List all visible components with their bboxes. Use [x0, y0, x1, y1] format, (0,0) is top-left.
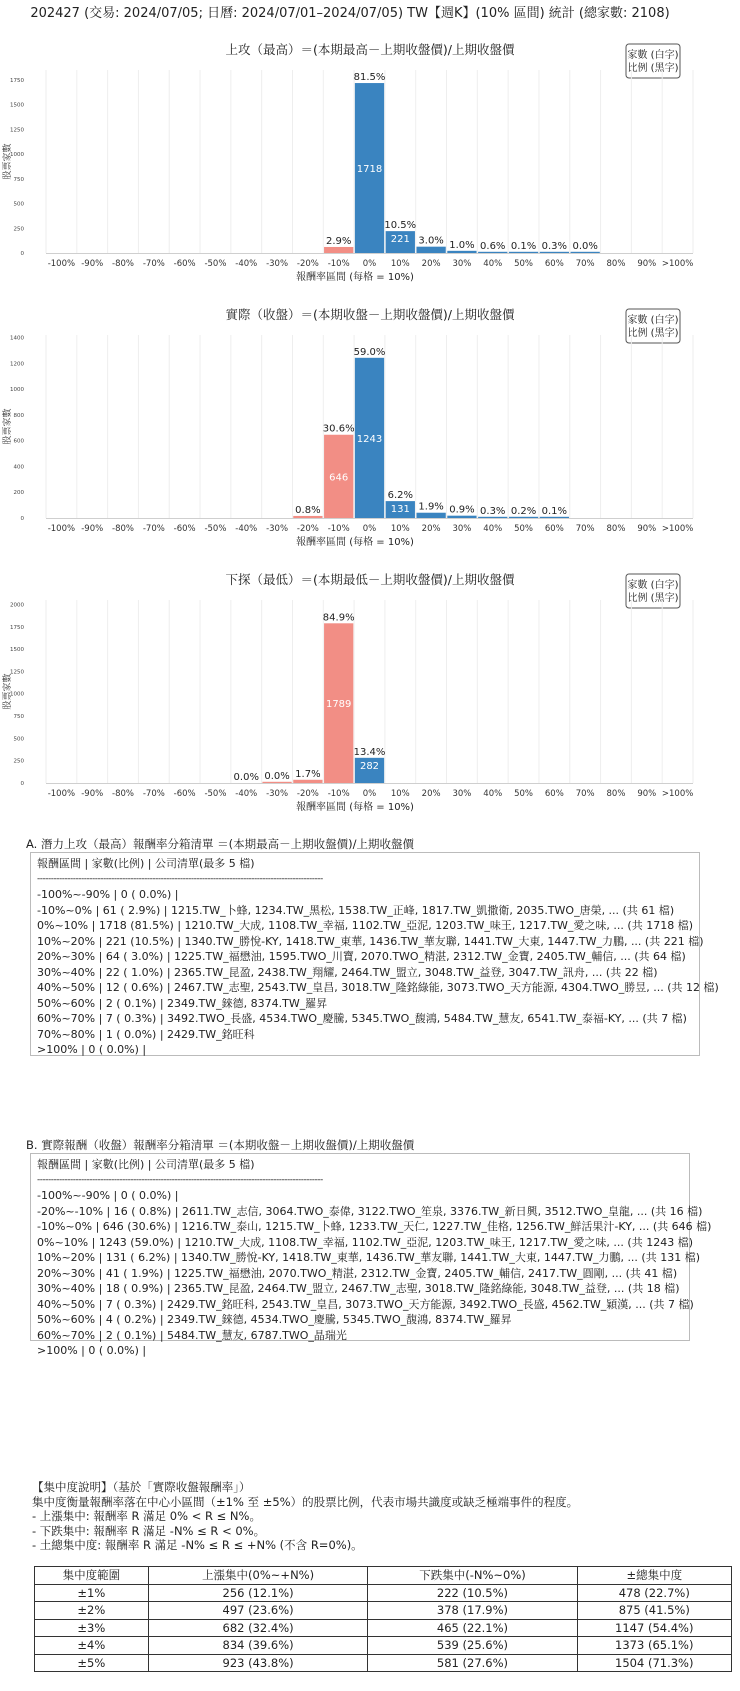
x-tick-label: 90% [637, 524, 657, 534]
x-tick-label: 80% [606, 259, 626, 269]
chart-close [0, 305, 740, 563]
y-tick-label: 1000 [10, 152, 24, 159]
y-tick-label: 1750 [10, 624, 24, 631]
bar [293, 516, 322, 518]
bar-count-label: 1789 [325, 699, 352, 711]
table-header-cell: 下跌集中(-N%~0%) [368, 1567, 577, 1585]
list-row: 50%~60% | 4 ( 0.2%) | 2349.TW_錸德, 4534.TWO_慶騰, 5345.TWO_馥鴻, 8374.TW_羅昇 [37, 1313, 512, 1326]
x-tick-label: -50% [204, 789, 227, 799]
x-tick-label: -20% [296, 789, 319, 799]
list-row: -20%~-10% | 16 ( 0.8%) | 2611.TW_志信, 3064.TWO_泰偉, 3122.TWO_笙泉, 3376.TW_新日興, 3512.TWO_皇龍, ... (共 16 檔) [37, 1204, 703, 1218]
chart-high [0, 40, 740, 298]
chart-title: 下探（最低）＝(本期最低－上期收盤價)/上期收盤價 [225, 572, 515, 587]
list-row: -10%~0% | 646 (30.6%) | 1216.TW_泰山, 1215.TW_卜蜂, 1233.TW_天仁, 1227.TW_佳格, 1256.TW_鮮活果汁-KY, ... (共 646 檔) [37, 1220, 712, 1233]
chart-legend [626, 44, 680, 78]
bar [478, 252, 507, 253]
y-tick-label: 800 [13, 412, 24, 419]
table-cell: 256 (12.1%) [148, 1584, 368, 1602]
x-tick-label: 0% [362, 524, 377, 534]
bar-pct-label: 0.3% [480, 505, 506, 517]
x-tick-label: -70% [142, 789, 165, 799]
table-cell: ±1% [35, 1584, 149, 1602]
x-tick-label: -40% [235, 789, 258, 799]
bar [509, 252, 538, 253]
x-tick-label: 60% [544, 524, 564, 534]
bar-count-label: 282 [359, 760, 380, 772]
y-tick-label: 600 [13, 438, 24, 445]
x-tick-label: -90% [81, 259, 104, 269]
x-tick-label: -20% [296, 259, 319, 269]
bar-pct-label: 0.0% [233, 772, 259, 783]
table-cell: 1504 (71.3%) [577, 1654, 731, 1672]
list-row: 20%~30% | 64 ( 3.0%) | 1225.TW_福懋油, 1595.TWO_川寶, 2070.TWO_精湛, 2312.TW_金寶, 2405.TW_輔信, ... (共 64 檔) [37, 950, 686, 963]
table-cell: 1373 (65.1%) [577, 1637, 731, 1655]
x-tick-label: -30% [266, 259, 289, 269]
y-tick-label: 0 [20, 781, 24, 787]
y-tick-label: 1750 [10, 77, 24, 84]
legend-entry: 家數 (白字) [627, 315, 679, 326]
x-tick-label: 50% [514, 259, 534, 269]
x-axis-label: 報酬率區間 (每格 = 10%) [296, 537, 414, 548]
x-tick-label: 70% [575, 524, 595, 534]
table-cell: 1147 (54.4%) [577, 1619, 731, 1637]
list-row: >100% | 0 ( 0.0%) | [37, 1043, 147, 1056]
bar-pct-label: 81.5% [353, 72, 386, 84]
explanation-line: 【集中度說明】（基於「實際收盤報酬率」） [32, 1480, 251, 1494]
x-tick-label: -10% [327, 524, 350, 534]
list-row: 30%~40% | 22 ( 1.0%) | 2365.TW_昆盈, 2438.TW_翔耀, 2464.TW_盟立, 3048.TW_益登, 3047.TW_訊舟, ... (共 22 檔) [37, 965, 658, 979]
x-tick-label: 50% [514, 789, 534, 799]
list-row: 30%~40% | 18 ( 0.9%) | 2365.TW_昆盈, 2464.TW_盟立, 2467.TW_志聖, 3018.TW_隆銘綠能, 3048.TW_益登, ... (共 18 檔) [37, 1282, 680, 1295]
x-tick-label: -90% [81, 789, 104, 799]
table-header-row [35, 1567, 732, 1585]
x-tick-label: -80% [112, 789, 135, 799]
bar-pct-label: 3.0% [418, 235, 444, 247]
x-tick-label: >100% [661, 789, 694, 799]
explanation-line: - 土總集中度: 報酬率 R 滿足 -N% ≤ R ≤ +N% (不含 R=0%)。 [32, 1538, 363, 1552]
y-tick-label: 1500 [10, 647, 24, 654]
x-tick-label: 30% [452, 524, 472, 534]
y-tick-label: 0 [20, 516, 24, 522]
legend-entry: 比例 (黑字) [627, 593, 679, 604]
section-b-title: B. 實際報酬（收盤）報酬率分箱清單 ＝(本期收盤－上期收盤價)/上期收盤價 [26, 1138, 415, 1152]
y-tick-label: 2000 [10, 602, 24, 609]
chart-title: 上攻（最高）＝(本期最高－上期收盤價)/上期收盤價 [225, 42, 515, 57]
x-tick-label: -80% [112, 259, 135, 269]
bar [262, 782, 291, 783]
x-tick-label: -100% [47, 259, 76, 269]
x-tick-label: 30% [452, 789, 472, 799]
y-tick-label: 400 [13, 464, 24, 471]
chart-low [0, 570, 740, 835]
legend-entry: 家數 (白字) [627, 580, 679, 591]
section-b-list [30, 1153, 712, 1357]
x-tick-label: 30% [452, 259, 472, 269]
x-tick-label: 50% [514, 524, 534, 534]
x-tick-label: -20% [296, 524, 319, 534]
list-row: 0%~10% | 1243 (59.0%) | 1210.TW_大成, 1108.TW_幸福, 1102.TW_亞泥, 1203.TW_味王, 1217.TW_愛之味, ... (共 1243 檔) [37, 1235, 693, 1249]
list-row: -100%~-90% | 0 ( 0.0%) | [37, 1189, 179, 1202]
bar [509, 517, 538, 518]
table-row [35, 1654, 732, 1672]
y-tick-label: 1250 [10, 127, 24, 134]
bar-pct-label: 10.5% [384, 220, 417, 232]
bar [416, 513, 445, 518]
table-row [35, 1584, 732, 1602]
y-tick-label: 1250 [10, 669, 24, 676]
y-tick-label: 750 [13, 176, 24, 183]
bar [571, 252, 600, 253]
x-tick-label: -10% [327, 259, 350, 269]
table-cell: ±5% [35, 1654, 149, 1672]
y-tick-label: 1500 [10, 102, 24, 109]
x-tick-label: 40% [483, 259, 503, 269]
bar-pct-label: 0.8% [295, 504, 321, 516]
bar-pct-label: 0.2% [510, 505, 537, 517]
bar-pct-label: 30.6% [322, 423, 355, 435]
x-tick-label: 20% [421, 524, 441, 534]
x-tick-label: -40% [235, 259, 258, 269]
list-row: 50%~60% | 2 ( 0.1%) | 2349.TW_錸德, 8374.TW_羅昇 [37, 996, 328, 1010]
x-axis-label: 報酬率區間 (每格 = 10%) [296, 802, 414, 813]
x-tick-label: -50% [204, 524, 227, 534]
legend-entry: 比例 (黑字) [627, 328, 679, 339]
x-tick-label: -70% [142, 524, 165, 534]
x-tick-label: 80% [606, 524, 626, 534]
list-row: -100%~-90% | 0 ( 0.0%) | [37, 888, 179, 901]
bar-pct-label: 13.4% [353, 746, 386, 758]
chart-legend [626, 574, 680, 608]
table-cell: 682 (32.4%) [148, 1619, 368, 1637]
table-cell: ±4% [35, 1637, 149, 1655]
y-tick-label: 500 [13, 736, 24, 743]
list-row: 60%~70% | 2 ( 0.1%) | 5484.TW_慧友, 6787.TWO_晶瑞光 [37, 1328, 347, 1342]
bar-pct-label: 2.9% [325, 235, 352, 247]
y-tick-label: 500 [13, 201, 24, 208]
x-tick-label: >100% [661, 259, 694, 269]
x-tick-label: 80% [606, 789, 626, 799]
concentration-explanation [32, 1480, 578, 1553]
bar [416, 247, 445, 253]
explanation-line: - 上漲集中: 報酬率 R 滿足 0% < R ≤ N%。 [32, 1509, 261, 1523]
list-row: 70%~80% | 1 ( 0.0%) | 2429.TW_銘旺科 [37, 1027, 255, 1041]
x-tick-label: -70% [142, 259, 165, 269]
x-tick-label: 40% [483, 524, 503, 534]
section-a-list [30, 852, 719, 1056]
x-tick-label: -90% [81, 524, 104, 534]
table-cell: 539 (25.6%) [368, 1637, 577, 1655]
bar-pct-label: 0.3% [541, 240, 568, 252]
x-tick-label: -60% [173, 789, 196, 799]
x-tick-label: 20% [421, 789, 441, 799]
table-cell: 378 (17.9%) [368, 1602, 577, 1620]
x-tick-label: 0% [362, 259, 377, 269]
legend-entry: 家數 (白字) [627, 50, 679, 61]
bar [447, 516, 476, 518]
list-row: -------------------------------------------------------------------------------------------------------- [37, 873, 323, 884]
bar [324, 247, 353, 253]
page-title: 202427 (交易: 2024/07/05; 日曆: 2024/07/01–2024/07/05) TW【週K】(10% 區間) 統計 (總家數: 2108) [30, 6, 670, 21]
bar [478, 517, 507, 518]
list-row: 40%~50% | 7 ( 0.3%) | 2429.TW_銘旺科, 2543.TW_皇昌, 3073.TWO_天方能源, 3492.TWO_長盛, 4562.TW_穎漢, ... (共 7 檔) [37, 1297, 694, 1311]
table-row [35, 1602, 732, 1620]
x-tick-label: -50% [204, 259, 227, 269]
table-cell: 875 (41.5%) [577, 1602, 731, 1620]
legend-entry: 比例 (黑字) [627, 63, 679, 74]
section-a-title: A. 潛力上攻（最高）報酬率分箱清單 ＝(本期最高－上期收盤價)/上期收盤價 [26, 837, 414, 851]
y-tick-label: 1400 [10, 335, 24, 342]
bar-count-label: 1243 [356, 433, 383, 445]
list-row: 報酬區間 | 家數(比例) | 公司清單(最多 5 檔) [37, 1158, 255, 1171]
bar-pct-label: 0.0% [572, 240, 598, 252]
table-cell: 478 (22.7%) [577, 1584, 731, 1602]
x-tick-label: -100% [47, 524, 76, 534]
list-row: 60%~70% | 7 ( 0.3%) | 3492.TWO_長盛, 4534.TWO_慶騰, 5345.TWO_馥鴻, 5484.TW_慧友, 6541.TW_泰福-KY, ... (共 7 檔) [37, 1012, 687, 1025]
bar-pct-label: 0.6% [480, 240, 506, 252]
x-tick-label: 60% [544, 259, 564, 269]
y-axis-label: 股票家數 [3, 673, 13, 710]
chart-title: 實際（收盤）＝(本期收盤－上期收盤價)/上期收盤價 [225, 307, 515, 322]
bar [540, 252, 569, 253]
y-tick-label: 0 [20, 251, 24, 257]
y-axis-label: 股票家數 [3, 143, 13, 180]
bar-count-label: 646 [329, 472, 349, 484]
bar-pct-label: 1.0% [449, 239, 475, 251]
y-tick-label: 1200 [10, 361, 24, 368]
bar-pct-label: 1.9% [418, 501, 444, 513]
bar-pct-label: 84.9% [322, 612, 355, 624]
list-row: 20%~30% | 41 ( 1.9%) | 1225.TW_福懋油, 2070.TWO_精湛, 2312.TW_金寶, 2405.TW_輔信, 2417.TW_圓剛, ... (共 41 檔) [37, 1266, 678, 1280]
concentration-table [34, 1566, 732, 1672]
x-tick-label: 10% [390, 524, 410, 534]
table-cell: 222 (10.5%) [368, 1584, 577, 1602]
table-row [35, 1637, 732, 1655]
list-row: >100% | 0 ( 0.0%) | [37, 1344, 147, 1357]
bar [540, 517, 569, 518]
bar [447, 251, 476, 253]
y-tick-label: 200 [13, 490, 24, 497]
list-row: 報酬區間 | 家數(比例) | 公司清單(最多 5 檔) [37, 857, 255, 870]
table-cell: 581 (27.6%) [368, 1654, 577, 1672]
x-axis-label: 報酬率區間 (每格 = 10%) [296, 272, 414, 283]
x-tick-label: 60% [544, 789, 564, 799]
list-row: 40%~50% | 12 ( 0.6%) | 2467.TW_志聖, 2543.TW_皇昌, 3018.TW_隆銘綠能, 3073.TWO_天方能源, 4304.TWO_勝昱, ... (共 12 檔) [37, 981, 719, 994]
x-tick-label: -80% [112, 524, 135, 534]
y-tick-label: 750 [13, 714, 24, 721]
explanation-line: 集中度衡量報酬率落在中心小區間（±1% 至 ±5%）的股票比例，代表市場共識度或缺乏極端事件的程度。 [32, 1494, 579, 1509]
x-tick-label: -10% [327, 789, 350, 799]
x-tick-label: 40% [483, 789, 503, 799]
list-row: -10%~0% | 61 ( 2.9%) | 1215.TW_卜蜂, 1234.TW_黑松, 1538.TW_正峰, 1817.TW_凱撒衛, 2035.TWO_唐榮, ... (共 61 檔) [37, 903, 675, 917]
x-tick-label: >100% [661, 524, 694, 534]
y-axis-label: 股票家數 [3, 408, 13, 445]
bar-count-label: 131 [390, 504, 410, 516]
y-tick-label: 250 [13, 758, 24, 765]
x-tick-label: 20% [421, 259, 441, 269]
list-row: -------------------------------------------------------------------------------------------------------- [37, 1174, 323, 1185]
x-tick-label: 90% [637, 789, 657, 799]
x-tick-label: -100% [47, 789, 76, 799]
bar-pct-label: 0.9% [449, 504, 475, 516]
table-cell: 834 (39.6%) [148, 1637, 368, 1655]
bar-pct-label: 0.1% [541, 505, 568, 517]
x-tick-label: -60% [173, 259, 196, 269]
table-header-cell: 上漲集中(0%~+N%) [148, 1567, 368, 1585]
table-cell: ±3% [35, 1619, 149, 1637]
x-tick-label: 10% [390, 259, 410, 269]
explanation-line: - 下跌集中: 報酬率 R 滿足 -N% ≤ R < 0%。 [32, 1523, 266, 1538]
bar-count-label: 221 [390, 234, 410, 246]
bar-pct-label: 0.0% [264, 770, 290, 782]
bar-count-label: 1718 [356, 164, 383, 176]
list-row: 10%~20% | 221 (10.5%) | 1340.TW_勝悅-KY, 1418.TW_東華, 1436.TW_華友聯, 1441.TW_大東, 1447.TW_力鵬, ... (共 221 檔) [37, 934, 704, 948]
list-row: 10%~20% | 131 ( 6.2%) | 1340.TW_勝悅-KY, 1418.TW_東華, 1436.TW_華友聯, 1441.TW_大東, 1447.TW_力鵬, ... (共 131 檔) [37, 1251, 700, 1264]
y-tick-label: 250 [13, 226, 24, 233]
y-tick-label: 1000 [10, 387, 24, 394]
table-header-cell: ±總集中度 [577, 1567, 731, 1585]
chart-legend [626, 309, 680, 343]
x-tick-label: 10% [390, 789, 410, 799]
x-tick-label: 70% [575, 789, 595, 799]
table-row [35, 1619, 732, 1637]
table-cell: ±2% [35, 1602, 149, 1620]
x-tick-label: 70% [575, 259, 595, 269]
bar-pct-label: 6.2% [387, 490, 414, 502]
y-tick-label: 1000 [10, 691, 24, 698]
x-tick-label: 0% [362, 789, 377, 799]
bar-pct-label: 0.1% [510, 240, 537, 252]
table-cell: 497 (23.6%) [148, 1602, 368, 1620]
x-tick-label: -30% [266, 524, 289, 534]
table-cell: 465 (22.1%) [368, 1619, 577, 1637]
table-header-cell: 集中度範圍 [35, 1567, 149, 1585]
table-cell: 923 (43.8%) [148, 1654, 368, 1672]
bar-pct-label: 1.7% [295, 768, 321, 780]
x-tick-label: -30% [266, 789, 289, 799]
list-row: 0%~10% | 1718 (81.5%) | 1210.TW_大成, 1108.TW_幸福, 1102.TW_亞泥, 1203.TW_味王, 1217.TW_愛之味, ... (共 1718 檔) [37, 919, 693, 932]
bar-pct-label: 59.0% [353, 346, 386, 358]
x-tick-label: -60% [173, 524, 196, 534]
x-tick-label: 90% [637, 259, 657, 269]
x-tick-label: -40% [235, 524, 258, 534]
bar [293, 780, 322, 783]
